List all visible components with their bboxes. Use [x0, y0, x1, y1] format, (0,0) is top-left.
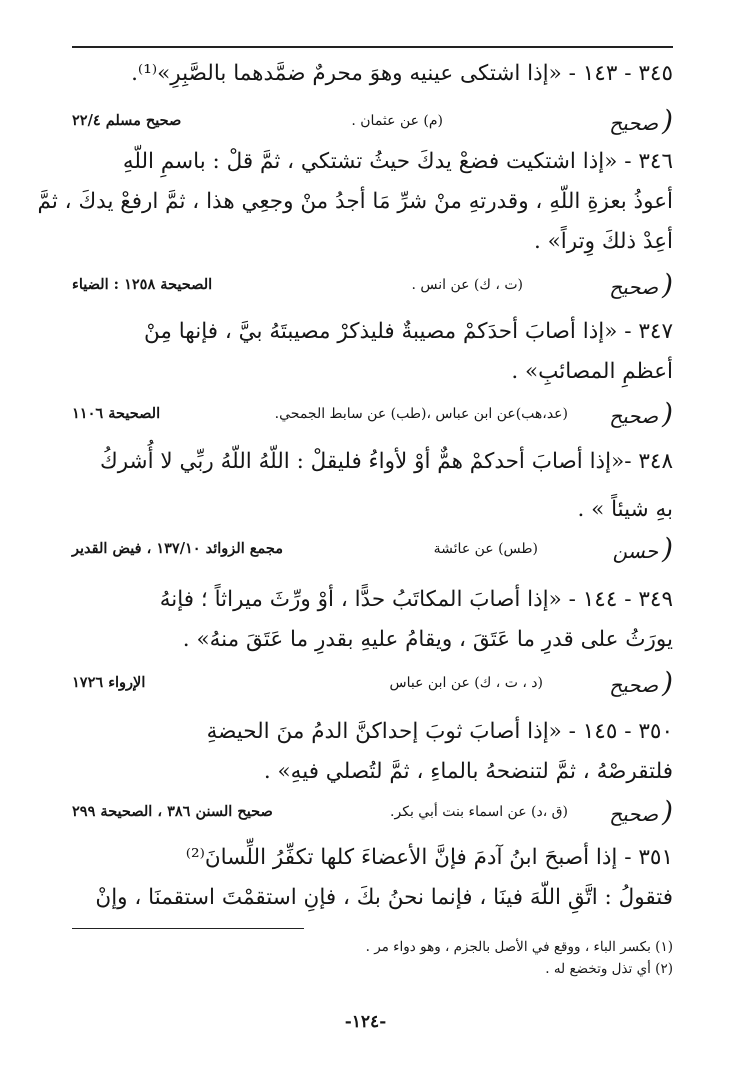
hadith-347 [72, 312, 673, 392]
hadith-line: يورَثُ على قدرِ ما عَتَقَ ، ويقامُ عليهِ بقدرِ ما عَتَقَ منهُ» . [182, 627, 673, 652]
source-label: (ت ، ك) عن انس . [411, 277, 523, 293]
source-label: (د ، ت ، ك) عن ابن عباس [389, 675, 543, 691]
footnote-2: (٢) أي تذل وتخضع له . [545, 961, 673, 977]
hadith-349 [72, 580, 673, 660]
reference-label: صحيح السنن ٣٨٦ ، الصحيحة ٢٩٩ [72, 803, 273, 820]
hadith-line: ٣٥١ - إذا أصبحَ ابنُ آدمَ فإنَّ الأعضاءَ كلها تكفِّرُ اللِّسانَ⁽²⁾ [185, 845, 673, 870]
hadith-line: ٣٥٠ - ١٤٥ - «إذا أصابَ ثوبَ إحداكنَّ الدمُ منَ الحيضةِ [206, 719, 673, 744]
grade-row-347 [72, 397, 673, 431]
hadith-line: ٣٤٧ - «إذا أصابَ أحدَكمْ مصيبةٌ فليذكرْ مصيبتَهُ بيَّ ، فإنها مِنْ [144, 319, 673, 344]
reference-label: مجمع الزوائد ١٣٧/١٠ ، فيض القدير [72, 540, 284, 557]
footnote-1: (١) بكسر الباء ، ووقع في الأصل بالجزم ، وهو دواء مر . [365, 939, 673, 955]
grade-row-346 [72, 268, 673, 302]
reference-label: صحيح مسلم ٢٢/٤ [72, 112, 182, 129]
grade-label: ( صحيح [609, 268, 673, 304]
grade-label: ( صحيح [609, 397, 673, 433]
hadith-348 [72, 442, 673, 530]
grade-row-349 [72, 666, 673, 700]
reference-label: الصحيحة ١٢٥٨ : الضياء [72, 276, 213, 293]
hadith-351 [72, 838, 673, 918]
footnote-separator [72, 928, 304, 929]
hadith-350 [72, 712, 673, 792]
hadith-line: بهِ شيئاً » . [577, 497, 673, 522]
source-label: (عد،هب)عن ابن عباس ،(طب) عن سابط الجمحي. [274, 406, 568, 422]
hadith-line: ٣٤٦ - «إذا اشتكيت فضعْ يدكَ حيثُ تشتكي ، ثمَّ قلْ : باسمِ اللّهِ [122, 149, 673, 174]
reference-label: الإرواء ١٧٢٦ [72, 674, 146, 691]
grade-row-348 [72, 532, 673, 566]
header-rule [72, 46, 673, 48]
hadith-line: ٣٤٥ - ١٤٣ - «إذا اشتكى عينيه وهوَ محرمٌ ضمَّدهما بالصَّبِرِ»⁽¹⁾. [131, 61, 673, 86]
hadith-line: أعِدْ ذلكَ وِتراً» . [533, 229, 673, 254]
hadith-line: ٣٤٩ - ١٤٤ - «إذا أصابَ المكاتَبُ حدًّا ، أوْ ورِّثَ ميراثاً ؛ فإنهُ [159, 587, 673, 612]
grade-label: ( حسن [613, 532, 673, 568]
grade-row-345 [72, 104, 673, 138]
hadith-line: فلتقرصْهُ ، ثمَّ لتنضحهُ بالماءِ ، ثمَّ لتُصلي فيهِ» . [263, 759, 673, 784]
grade-label: ( صحيح [609, 666, 673, 702]
grade-label: ( صحيح [609, 795, 673, 831]
grade-label: ( صحيح [609, 104, 673, 140]
hadith-346 [37, 142, 673, 262]
source-label: (ق ،د) عن اسماء بنت أبي بكر. [390, 804, 568, 820]
grade-row-350 [72, 795, 673, 829]
hadith-line: ٣٤٨ -«إذا أصابَ أحدكمْ همٌّ أوْ لأواءُ فليقلْ : اللّهُ اللّهُ ربِّي لا أُشركُ [99, 449, 673, 474]
reference-label: الصحيحة ١١٠٦ [72, 405, 161, 422]
hadith-line: أعوذُ بعزةِ اللّهِ ، وقدرتهِ منْ شرِّ مَا أجدُ منْ وجعِي هذا ، ثمَّ ارفعْ يدكَ ، ثمَّ [37, 189, 673, 214]
hadith-line: أعظمِ المصائبِ» . [511, 359, 673, 384]
page-number: -١٢٤- [344, 1012, 387, 1032]
source-label: (طس) عن عائشة [433, 541, 538, 557]
hadith-345 [72, 54, 673, 94]
source-label: (م) عن عثمان . [351, 113, 443, 129]
hadith-line: فتقولُ : اتَّقِ اللّهَ فينَا ، فإنما نحنُ بكَ ، فإنِ استقمْتَ استقمنَا ، وإنْ [95, 885, 673, 910]
